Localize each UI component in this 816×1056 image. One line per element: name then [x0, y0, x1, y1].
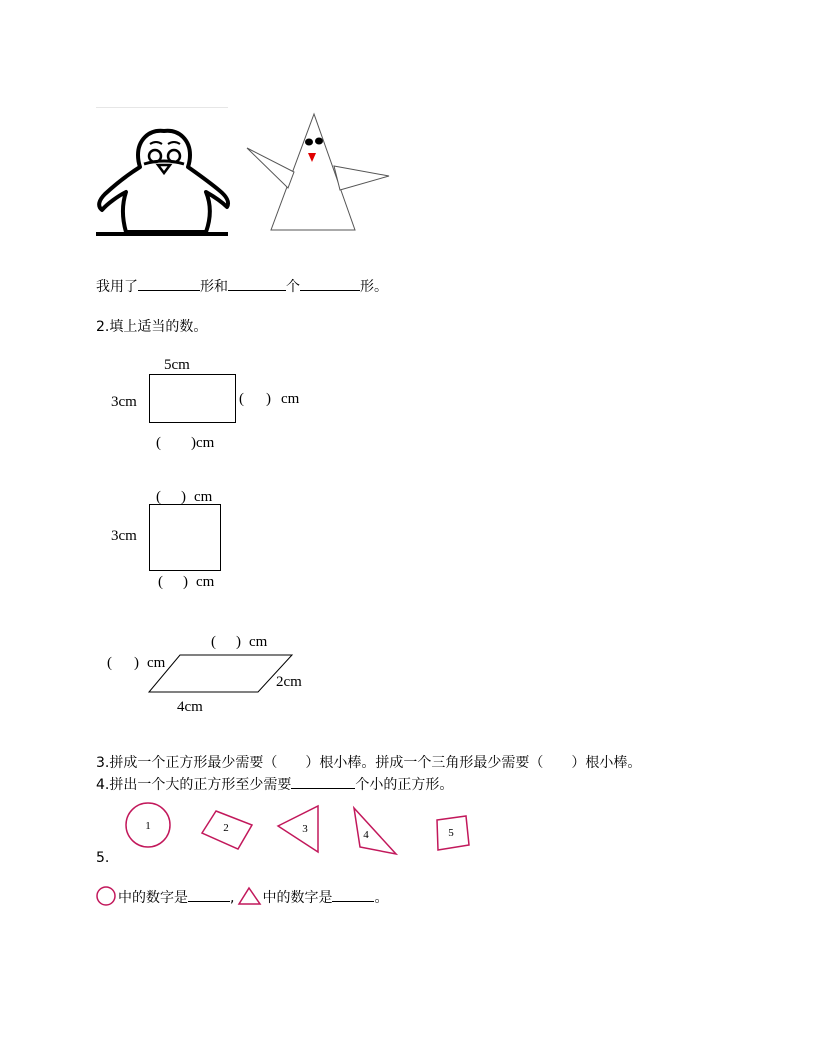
para-top-blank[interactable] [211, 634, 267, 651]
top-rule [96, 107, 228, 108]
triangle-bird-icon [244, 112, 394, 234]
square-top-blank[interactable] [156, 489, 212, 506]
q5-line [96, 886, 388, 907]
rect-bottom-blank[interactable]: ( )cm [156, 435, 215, 451]
rect-top-label: 5cm [164, 357, 190, 373]
q5-text-b: 中的数字是 [262, 890, 333, 906]
paren-open: ( [211, 634, 216, 650]
q5-shapes [120, 798, 480, 860]
unit: cm [196, 574, 215, 590]
paren-close: ) [236, 634, 241, 650]
para-right-label: 2cm [276, 674, 302, 690]
q2-title: 2.填上适当的数。 [96, 319, 208, 335]
q1-text-2: 形和 [200, 279, 228, 295]
penguin-icon [94, 114, 232, 238]
paren-close: ) [181, 489, 186, 505]
q1-text-4: 形。 [360, 279, 388, 295]
q4-line [96, 774, 453, 794]
q4-text-2: 个小的正方形。 [355, 777, 454, 793]
paren-open: ( [156, 489, 161, 505]
paren-open: ( [107, 655, 112, 671]
answer-blank-3[interactable] [300, 276, 360, 291]
unit: cm [194, 489, 213, 505]
unit: cm [281, 391, 300, 407]
square-left-label: 3cm [111, 528, 137, 544]
q5-sep: , [230, 890, 235, 906]
q3-text: 3.拼成一个正方形最少需要（ ）根小棒。拼成一个三角形最少需要（ ）根小棒。 [96, 755, 642, 771]
answer-blank-4[interactable] [291, 774, 355, 789]
paren-close: ) [266, 391, 271, 407]
answer-blank-6[interactable] [332, 887, 374, 902]
para-left-blank[interactable] [107, 655, 165, 672]
rect-right-blank[interactable] [239, 391, 299, 408]
shape-triangle-left [278, 806, 318, 852]
answer-blank-2[interactable] [228, 276, 286, 291]
paren-close: ) [183, 574, 188, 590]
q5-end: 。 [374, 890, 389, 906]
q4-text-1: 4.拼出一个大的正方形至少需要 [96, 777, 292, 793]
shape-triangle-right [354, 808, 396, 854]
unit: cm [147, 655, 166, 671]
small-circle-icon [96, 886, 118, 906]
rectangle-shape [149, 374, 236, 423]
unit: cm [249, 634, 268, 650]
shape-label-4: 4 [363, 829, 369, 841]
paren-close: ) [134, 655, 139, 671]
para-bottom-label: 4cm [177, 699, 203, 715]
shape-label-3: 3 [302, 823, 308, 835]
rect-left-label: 3cm [111, 394, 137, 410]
q1-line [96, 276, 388, 296]
answer-blank-5[interactable] [188, 887, 230, 902]
q1-text-3: 个 [286, 279, 300, 295]
parallelogram-shape [148, 654, 294, 694]
q5-number: 5. [96, 850, 110, 866]
answer-blank-1[interactable] [138, 276, 200, 291]
small-triangle-icon [238, 887, 262, 905]
square-bottom-blank[interactable] [158, 574, 214, 591]
shape-label-2: 2 [223, 822, 229, 834]
paren-open: ( [158, 574, 163, 590]
shape-label-5: 5 [448, 827, 454, 839]
paren-open: ( [239, 391, 244, 407]
q5-text-a: 中的数字是 [118, 890, 188, 906]
shape-label-1: 1 [145, 820, 151, 832]
q1-text-1: 我用了 [96, 279, 138, 295]
square-shape [149, 504, 221, 571]
